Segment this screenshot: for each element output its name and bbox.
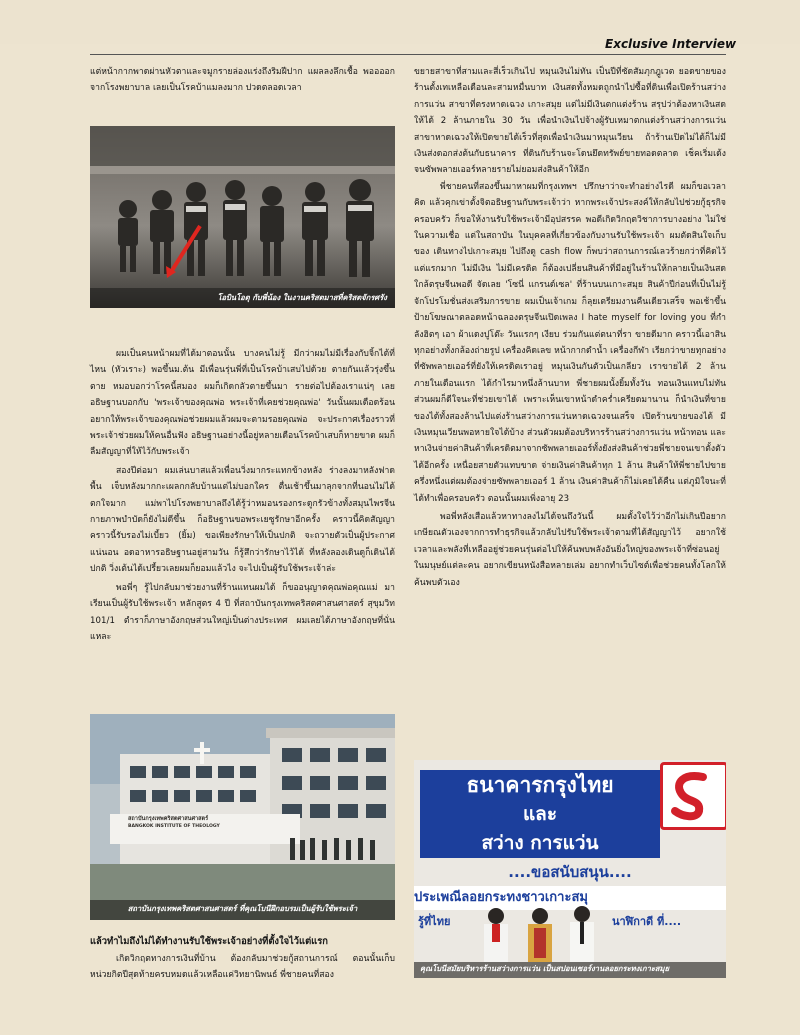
banner-right-text: นาฬิกาดี ที่.... bbox=[612, 915, 681, 928]
banner-and: และ bbox=[420, 800, 660, 828]
banner-shop-name: สว่าง การแว่น bbox=[420, 828, 660, 858]
section-header: Exclusive Interview bbox=[605, 37, 737, 51]
institute-sign bbox=[128, 815, 298, 831]
institute-photo-caption: สถาบันกรุงเทพคริสตศาสนศาสตร์ ที่คุณโบนีฝึกอบรมเป็นผู้รับใช้พระเจ้า bbox=[127, 904, 358, 913]
paragraph: ผมเป็นคนหน้าผมที่ได้มาตอนนั้น บางคนไม่รู้ มีกว่าผมไม่มีเรื่องกับจิ้กได้ที่ไหน (หัวเราะ) พอขึ้นม.ต้น มีเพื่อนรุ่นพี่ที่เป็นโรคบ้าเสบไปด้วย ตายกันแล้วรุ่งขึ้นตาย หมอบอกว่าโรคนี้สมอง ผมก็เกิดกลัวตายขึ้นมา รายต่อไปต้องเราแน่ๆ เลยอธิษฐานบอกกับ 'พระเจ้าของคุณพ่อ พระเจ้าที่เคยช่วยคุณพ่อ' วันนั้นผมเดือดร้อน อยากให้พระเจ้าของคุณพ่อช่วยผมแล้วผมจะตามรอยคุณพ่อ จะประกาศเรื่องราวที่พระเจ้าช่วยผมให้คนอื่นฟัง อธิษฐานอย่างนี้อยู่หลายเดือนโรคบ้าเสบก็หายขาด ผมก็ลืมสัญญาที่ให้ไว้กับพระเจ้า bbox=[90, 349, 395, 458]
paragraph: ขยายสาขาที่สามและสี่เร็วเกินไป หมุนเงินไม่ทัน เป็นปีที่ซัดสัมภุกฎูเวต ยอดขายของร้านตั้งเทเหลือเดือนละสามหมื่นบาท เงินสดทั้งหมดถูกนำไปซื้อที่ดินเพื่อเปิดร้านสว่างการแว่น สาขาที่ตรงหาดเฉวง เกาะสมุย แต่ไม่มีเงินตกแต่งร้าน สรุปว่าต้องหาเงินสดให้ได้ 2 ล้านภายใน 30 วัน เพื่อนำเงินไปจ้างผู้รับเหมาตกแต่งร้านสว่างการแว่น สาขาหาดเฉวงให้เปิดขายได้เร็วที่สุดเพื่อนำเงินมาหมุนเวียน ถ้าร้านเปิดไม่ได้ก็ไม่มีเงินส่งดอกส่งต้นกับธนาคาร ที่ดินกับร้านจะโดนยึดทรัพย์ขายทอดตลาด เช็คเริ่มเด้งจนซัพพลายเออร์หลายรายไม่ยอมส่งสินค้าให้อีก bbox=[414, 67, 726, 176]
bank-logo-icon bbox=[660, 762, 726, 830]
paragraph: พอพี่ๆ รู้ไปกลับมาช่วยงานที่ร้านแทนผมได้ ก็ขออนุญาตคุณพ่อคุณแม่ มาเรียนเป็นผู้รับใช้พระเจ้า หลักสูตร 4 ปี ที่สถาบันกรุงเทพคริสตศาสนศาสตร์ สุขุมวิท 101/1 ตำราก็ภาษาอังกฤษส่วนใหญ่เป็นต่างประเทศ ผมเลยได้ภาษาอังกฤษที่นั่นแหละ bbox=[90, 582, 395, 642]
banner-bank-name: ธนาคารกรุงไทย bbox=[420, 770, 660, 800]
banner-support: ....ขอสนับสนุน.... bbox=[508, 863, 632, 881]
paragraph: พอพี่หลังเสือแล้วหาทางลงไม่ได้จนถึงวันนี้ ผมตั้งใจไว้ว่าอีกไม่เกินปีอยากเกษียณตัวเองจากการทำธุรกิจแล้วกลับไปรับใช้พระเจ้าตามที่ได้สัญญาไว้ อยากใช้เวลาและพลังที่เหลืออยู่ช่วยคนรุ่นต่อไปให้ค้นพบพลังอันยิ่งใหญ่ของพระเจ้าที่ซ่อนอยู่ในมนุษย์แต่ละคน อยากเขียนหนังสือหลายเล่ม อยากทำเว็บไซต์เพื่อช่วยคนทั้งโลกให้ค้นพบตัวเอง bbox=[414, 511, 726, 588]
header-rule bbox=[90, 54, 726, 55]
institute-photo bbox=[90, 714, 395, 920]
institute-sign-english: BANGKOK INSTITUTE OF THEOLOGY bbox=[128, 824, 220, 829]
intro-paragraph: แต่หน้ากากพาดผ่านหัวตาและจมูกรายล่องแร่งถึงริมฝีปาก แผลลงลึกเชื้อ พออออกจากโรงพยาบาล เลยเป็นโรคบ้าแมลงมาก ปวดตลอดเวลา bbox=[90, 67, 395, 94]
section-heading: แล้วทำไมถึงไม่ได้ทำงานรับใช้พระเจ้าอย่างที่ตั้งใจไว้แต่แรก bbox=[90, 936, 328, 947]
banner-left-text: รู้ที่ไทย bbox=[418, 915, 451, 928]
col2-body bbox=[414, 64, 726, 591]
people-figures bbox=[474, 906, 604, 962]
banner-photo-caption: คุณโบนีสมัยบริหารร้านสว่างการแว่น เป็นสปอนเซอร์งานลอยกระทงเกาะสมุย bbox=[420, 964, 670, 973]
banner-photo bbox=[414, 760, 726, 978]
institute-sign-thai: สถาบันกรุงเทพคริสตศาสนศาสตร์ bbox=[128, 816, 209, 822]
col1-intro bbox=[90, 64, 395, 104]
paragraph: สองปีต่อมา ผมเล่นบาสแล้วเพื่อนวิ่งมากระแทกข้างหลัง ร่างลงมาหลังฟาดพื้น เจ็บหลังมากกะเผลกกลับบ้านแต่ไม่บอกใคร ตื่นเช้าขึ้นมาลุกจากที่นอนไม่ได้ ตกใจมาก แม่พาไปโรงพยาบาลถึงได้รู้ว่าหมอนรองกระดูกรัวข้างทั้งสมุนไพรจีน กายภาพบำบัดก็ยังไม่ดีขึ้น ก็อธิษฐานขอพระเยซูรักษาอีกครั้ง คราวนี้คิดสัญญา คราวนี้รับรองไม่เบี้ยว (ยิ้ม) ขอเพียงรักษาให้เป็นปกติ จะถวายตัวเป็นผู้ประกาศแน่นอน อดอาหารอธิษฐานอยู่สามวัน ก็รู้สึกว่ารักษาไว้ได้ ที่หลังลองเดินดูก็เดินได้ปกติ วิ่งเต้นได้เปรี้ยวเลยผมก็ยอมแล้วไง จะไปเป็นผู้รับใช้พระเจ้าล่ะ bbox=[90, 465, 395, 575]
paragraph: พี่ชายคนที่สองขึ้นมาหาผมที่กรุงเทพฯ ปรึกษาว่าจะทำอย่างไรดี ผมก็ขอเวลาคิด แล้วคุกเข่าตั้งจิตอธิษฐานกับพระเจ้าว่า หากพระเจ้าประสงค์ให้กลับไปช่วยกู้ธุรกิจครอบครัว ก็ขอให้งานรับใช้พระเจ้ามีอุปสรรค พอดีเกิดวิกฤตวิชาการบางอย่าง ไม่ใช่ในความเชื่อ แต่ในสถาบัน ในบุคคลที่เกี่ยวข้องกับงานรับใช้พระเจ้า ผมตัดสินใจเก็บของ เดินทางไปเกาะสมุย ไปถึงดู cash flow ก็พบว่าสถานการณ์เลวร้ายกว่าที่คิดไว้แต่แรกมาก ไม่มีเงิน ไม่มีเครดิต ก็ต้องเปลี่ยนสินค้าที่มีอยู่ในร้านให้กลายเป็นเงินสด ใกล้ตรุษจีนพอดี จัดเลย 'โซนี่ แกรนด์เซล' ที่ร้านบนเกาะสมุย สินค้าปีก่อนที่เป็นไม่รู้จักโปรโมชั่นส่งเสริมการขาย ผมเป็นเจ้าเกม ก็ลุยเตรียมงานคืนเดียวเสร็จ พอเช้าขึ้นป้ายโฆษณาตลอดหน้าฉลองตรุษจีนเปิดเพลง I hate myself for loving you ที่กำลังฮิตๆ เอา ผ้าแดงปูโต๊ะ วันแรกๆ เงียบ ร่วมกันแต่ตนาที่รา ขายดีมาก คราวนี้เอาสินทุกอย่างทั้งกล้องถ่ายรูป เครื่องคิดเลข หน้ากากดำน้ำ เครื่องกีฬา เรียกว่าขายทุกอย่างที่ซัพพลายเออร์ที่ยังให้เครดิตเราอยู่ หมุนเงินกันตัวเป็นเกลียว เราขายได้ 2 ล้านภายในเดือนแรก ได้กำไรมาหนึ่งล้านบาท พี่ชายผมนั้งยิ้มทั้งวัน ทอนเงินแทบไม่ทัน ส่วนผมก็ดีใจนะที่ช่วยเขาได้ เพราะเห็นเขาหน้าดำคร่ำเครียดมานาน ก็นำเงินที่ขายของได้ทั้งสองล้านไปแต่งร้านสว่างการแว่นหาดเฉวงจนเสร็จ เปิดร้านขายของได้ มีเงินหมุนเวียนพอหายใจได้บ้าง ส่วนตัวผมต้องบริหารร้านสว่างการแว่น หน้าทอน และหาเงินจ่ายค่าสินค้าที่เครดิตมาจากซัพพลายเออร์ทั้งยังส่งสินค้าช่วยพี่ชายจนเขาตั้งตัวได้อีกครั้ง เหนื่อยสายตัวแทบขาด จ่ายเงินค่าสินค้าทุก 1 ล้าน สินค้าให้พี่ชายไปขายครึ่งหนึ่งแต่ผมต้องจ่ายซัพพลายเออร์ 1 ล้าน เงินค่าสินค้าก็ไม่เคยได้คืน แต่ภูมิใจนะที่ได้ทำเพื่อครอบครัว ตอนนั้นผมเพิ่งอายุ 23 bbox=[414, 181, 726, 504]
banner-event: ประเพณีลอยกระทงชาวเกาะสมุ bbox=[414, 886, 726, 910]
paragraph: เกิดวิกฤตทางการเงินที่บ้าน ต้องกลับมาช่วยกู้สถานการณ์ ตอนนั้นเก็บหน่วยกิตปีสุดท้ายครบหมดแล้วเหลือแค่วิทยานิพนธ์ พี่ชายคนที่สอง bbox=[90, 954, 395, 981]
family-photo bbox=[90, 126, 395, 308]
col1-body bbox=[90, 346, 395, 645]
family-photo-caption: โอบินโอตุ กับพี่น้อง ในงานคริสตมาสที่คริสตจักรศรัง bbox=[217, 293, 387, 302]
col1-closing bbox=[90, 951, 395, 984]
